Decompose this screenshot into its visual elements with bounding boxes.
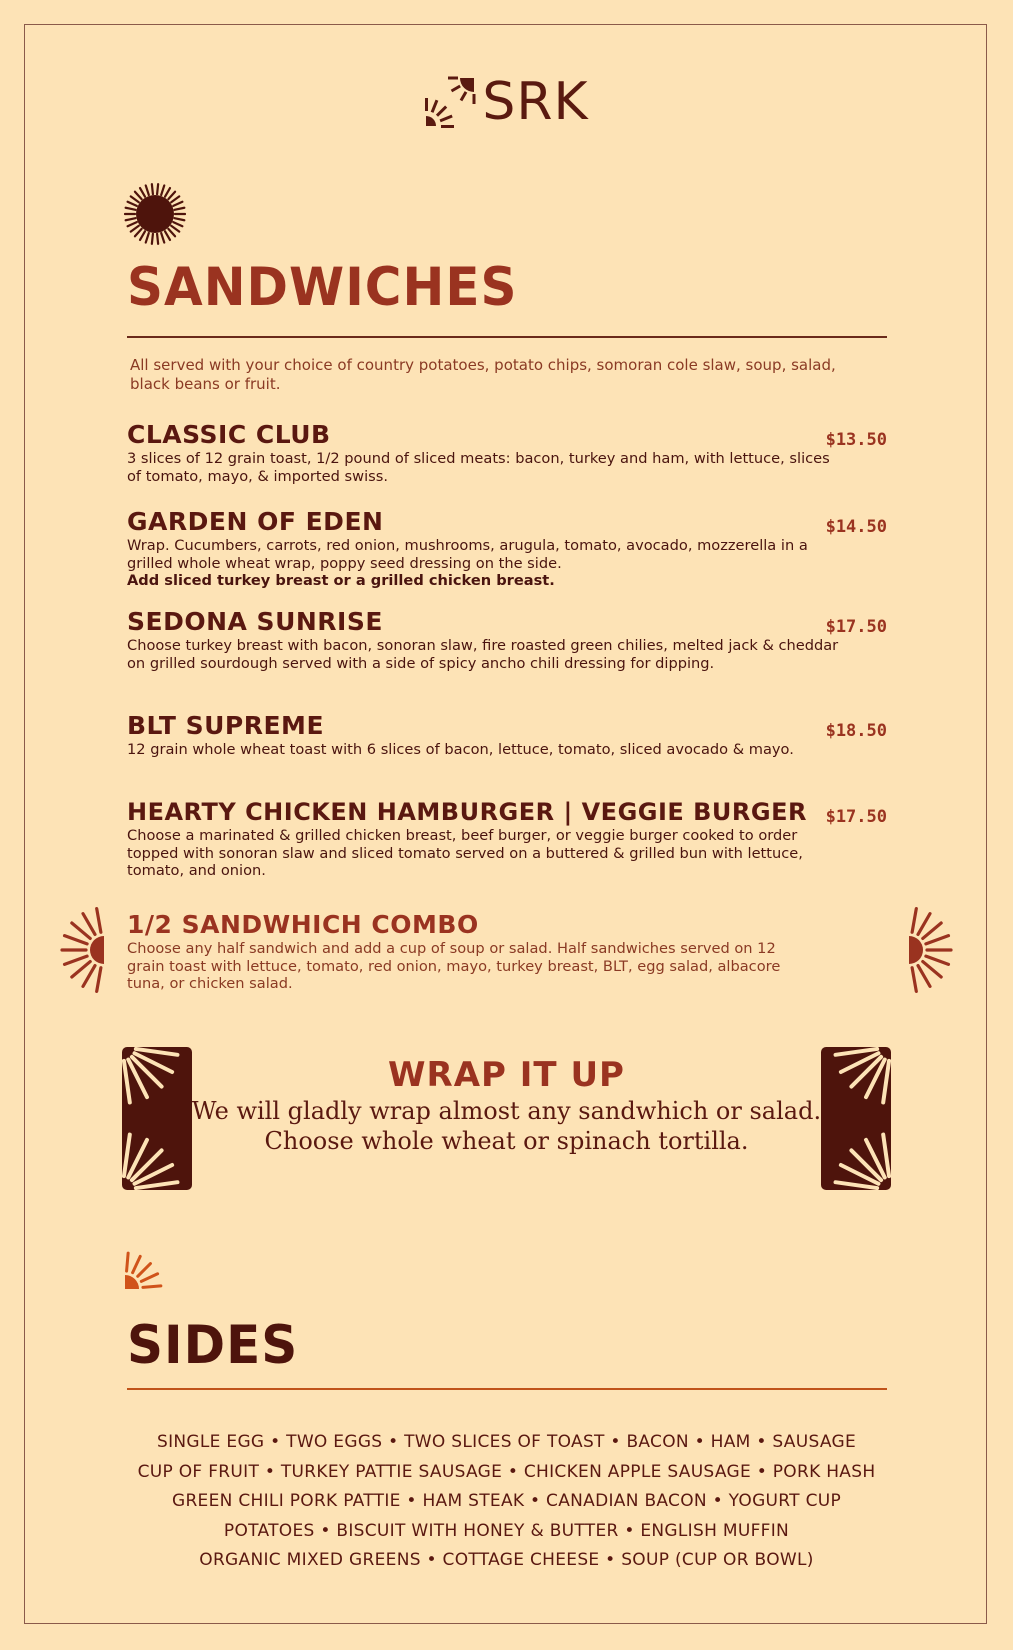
item-price: $14.50 (825, 517, 887, 537)
item-name: GARDEN OF EDEN (127, 507, 384, 536)
item-price: $17.50 (825, 617, 887, 637)
item-name: SEDONA SUNRISE (127, 607, 383, 636)
sun-icon (124, 183, 186, 245)
divider (127, 336, 887, 338)
menu-item (127, 797, 832, 880)
menu-item (127, 507, 832, 590)
item-name: BLT SUPREME (127, 711, 325, 740)
section-title-sides: SIDES (127, 1314, 299, 1376)
wrap-title: WRAP IT UP (388, 1055, 625, 1095)
section-title-sandwiches: SANDWICHES (127, 256, 518, 318)
divider (127, 1388, 887, 1390)
wrap-line-1: We will gladly wrap almost any sandwhich or salad. (191, 1097, 822, 1125)
menu-item (127, 607, 839, 672)
sides-line: SINGLE EGG • TWO EGGS • TWO SLICES OF TOAST • BACON • HAM • SAUSAGE (157, 1432, 856, 1452)
sides-list (0, 1428, 1013, 1576)
item-description: 3 slices of 12 grain toast, 1/2 pound of sliced meats: bacon, turkey and ham, with lettuce, slices of tomato, mayo, & imported swiss. (127, 450, 830, 485)
item-note: Add sliced turkey breast or a grilled chicken breast. (127, 572, 555, 589)
item-description: Wrap. Cucumbers, carrots, red onion, mushrooms, arugula, tomato, avocado, mozzerella in a grilled whole wheat wrap, poppy seed dressing on the side. (127, 537, 808, 572)
item-description: 12 grain whole wheat toast with 6 slices of bacon, lettuce, tomato, sliced avocado & mayo. (127, 741, 794, 758)
half-sun-left-icon (58, 906, 104, 994)
item-description: Choose a marinated & grilled chicken breast, beef burger, or veggie burger cooked to order topped with sonoran slaw and sliced tomato served on a buttered & grilled bun with lettuce, tomato, and onion. (127, 827, 803, 879)
sandwiches-intro: All served with your choice of country potatoes, potato chips, somoran cole slaw, soup, salad, black beans or fruit. (130, 356, 836, 393)
menu-item (127, 711, 832, 759)
half-sun-right-icon (909, 906, 955, 994)
sides-line: GREEN CHILI PORK PATTIE • HAM STEAK • CANADIAN BACON • YOGURT CUP (171, 1491, 842, 1511)
item-description: Choose turkey breast with bacon, sonoran slaw, fire roasted green chilies, melted jack & cheddar on grilled sourdough served with a side of spicy ancho chili dressing for dipping. (127, 637, 839, 672)
item-name: 1/2 SANDWHICH COMBO (127, 910, 479, 939)
sides-line: CUP OF FRUIT • TURKEY PATTIE SAUSAGE • CHICKEN APPLE SAUSAGE • PORK HASH (137, 1461, 876, 1482)
brand-logo (0, 72, 1013, 132)
item-name: CLASSIC CLUB (127, 420, 331, 449)
menu-item (127, 420, 832, 485)
sides-line: POTATOES • BISCUIT WITH HONEY & BUTTER • ENGLISH MUFFIN (223, 1520, 790, 1541)
wrap-line-2: Choose whole wheat or spinach tortilla. (264, 1127, 749, 1155)
wrap-it-up-banner (0, 1045, 1013, 1155)
item-name: HEARTY CHICKEN HAMBURGER | VEGGIE BURGER (127, 798, 807, 826)
item-price: $17.50 (825, 807, 887, 827)
quarter-sun-icon (125, 1249, 169, 1293)
item-price: $13.50 (825, 430, 887, 450)
brand-name: SRK (482, 72, 589, 132)
sides-line: ORGANIC MIXED GREENS • COTTAGE CHEESE • SOUP (CUP OR BOWL) (199, 1550, 814, 1570)
menu-item (127, 910, 832, 993)
item-price: $18.50 (825, 721, 887, 741)
sunburst-logo-icon (424, 76, 476, 128)
item-description: Choose any half sandwich and add a cup of soup or salad. Half sandwiches served on 12 grain toast with lettuce, tomato, red onion, mayo, turkey breast, BLT, egg salad, albacore tuna, or chicken salad. (127, 940, 781, 992)
